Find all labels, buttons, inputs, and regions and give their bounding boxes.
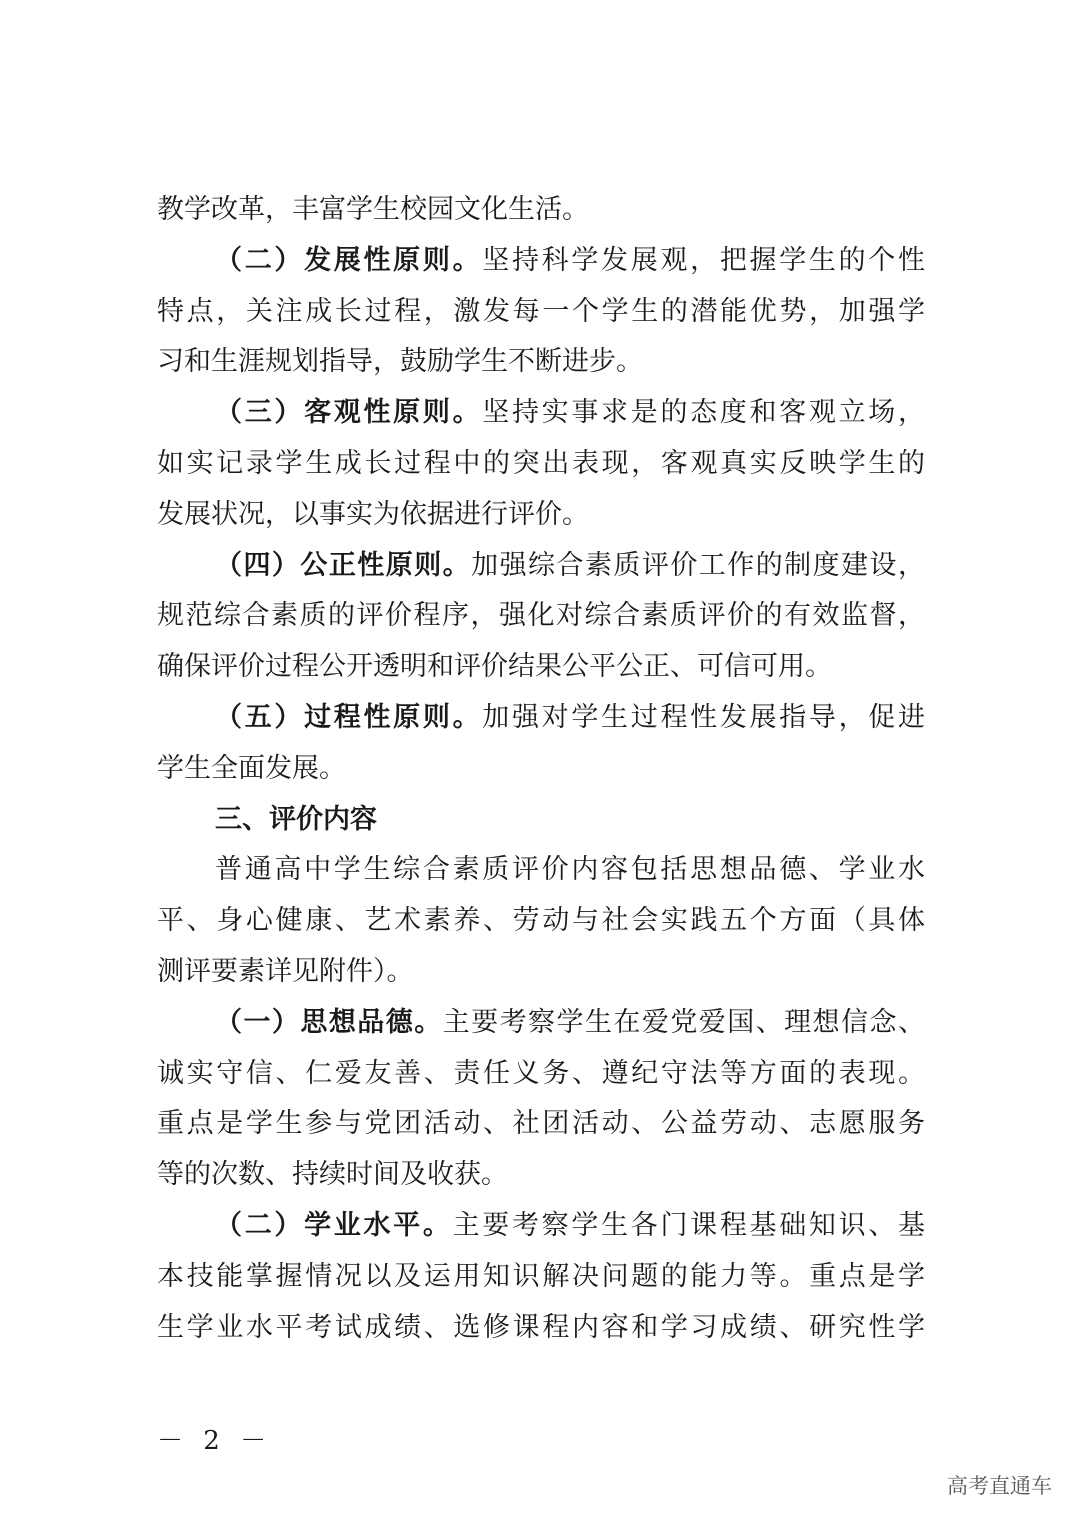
text-line xyxy=(157,896,925,946)
line-text: 主要考察学生各门课程基础知识、基 xyxy=(452,1210,926,1241)
text-line xyxy=(157,287,925,337)
line-text: 教学改革，丰富学生校园文化生活。 xyxy=(157,194,589,225)
line-text: 加强综合素质评价工作的制度建设， xyxy=(471,549,925,581)
line-text: 本技能掌握情况以及运用知识解决问题的能力等。重点是学 xyxy=(157,1260,925,1292)
text-line xyxy=(157,1252,925,1302)
text-line xyxy=(157,388,925,438)
text-line xyxy=(157,1201,925,1251)
line-text: 测评要素详见附件）。 xyxy=(157,956,414,987)
heading-text: 三、评价内容 xyxy=(215,803,377,835)
line-text: 如实记录学生成长过程中的突出表现，客观真实反映学生的 xyxy=(157,448,925,479)
line-text: 重点是学生参与党团活动、社团活动、公益劳动、志愿服务 xyxy=(157,1108,925,1140)
line-text: 坚持科学发展观，把握学生的个性 xyxy=(482,244,926,276)
paragraph-lead: （四）公正性原则。 xyxy=(215,549,472,581)
line-text: 普通高中学生综合素质评价内容包括思想品德、学业水 xyxy=(215,854,925,886)
line-text: 规范综合素质的评价程序，强化对综合素质评价的有效监督， xyxy=(157,600,925,632)
text-line xyxy=(157,642,925,692)
line-text: 确保评价过程公开透明和评价结果公平公正、可信可用。 xyxy=(157,651,832,683)
line-text: 平、身心健康、艺术素养、劳动与社会实践五个方面（具体 xyxy=(157,905,925,937)
text-line xyxy=(157,1049,925,1099)
text-line xyxy=(157,1150,925,1200)
line-text: 特点，关注成长过程，激发每一个学生的潜能优势，加强学 xyxy=(157,295,925,327)
paragraph-lead: （二）学业水平。 xyxy=(215,1210,453,1241)
line-text: 学生全面发展。 xyxy=(157,752,346,784)
paragraph-lead: （一）思想品德。 xyxy=(215,1006,443,1038)
text-line xyxy=(157,947,925,997)
page-number: － 2 － xyxy=(157,1426,273,1456)
line-text: 习和生涯规划指导，鼓励学生不断进步。 xyxy=(157,346,643,378)
text-line xyxy=(157,541,925,591)
text-line xyxy=(157,693,925,743)
text-line xyxy=(157,1303,925,1353)
line-text: 主要考察学生在爱党爱国、理想信念、 xyxy=(442,1006,926,1038)
line-text: 加强对学生过程性发展指导，促进 xyxy=(482,702,926,733)
text-line xyxy=(157,337,925,387)
text-line xyxy=(157,236,925,286)
text-line xyxy=(157,439,925,489)
text-line xyxy=(157,490,925,540)
text-line xyxy=(157,998,925,1048)
line-text: 生学业水平考试成绩、选修课程内容和学习成绩、研究性学 xyxy=(157,1311,925,1343)
section-heading xyxy=(157,795,925,845)
text-line xyxy=(157,1099,925,1149)
paragraph-lead: （二）发展性原则。 xyxy=(215,244,483,276)
line-text: 等的次数、持续时间及收获。 xyxy=(157,1159,508,1191)
text-line xyxy=(157,845,925,895)
line-text: 发展状况，以事实为依据进行评价。 xyxy=(157,498,589,530)
text-line xyxy=(157,744,925,794)
text-line xyxy=(157,185,925,235)
text-line xyxy=(157,591,925,641)
paragraph-lead: （三）客观性原则。 xyxy=(215,397,483,429)
line-text: 坚持实事求是的态度和客观立场， xyxy=(482,397,926,429)
line-text: 诚实守信、仁爱友善、责任义务、遵纪守法等方面的表现。 xyxy=(157,1057,925,1089)
watermark: 高考直通车 xyxy=(947,1474,1052,1498)
paragraph-lead: （五）过程性原则。 xyxy=(215,702,483,733)
